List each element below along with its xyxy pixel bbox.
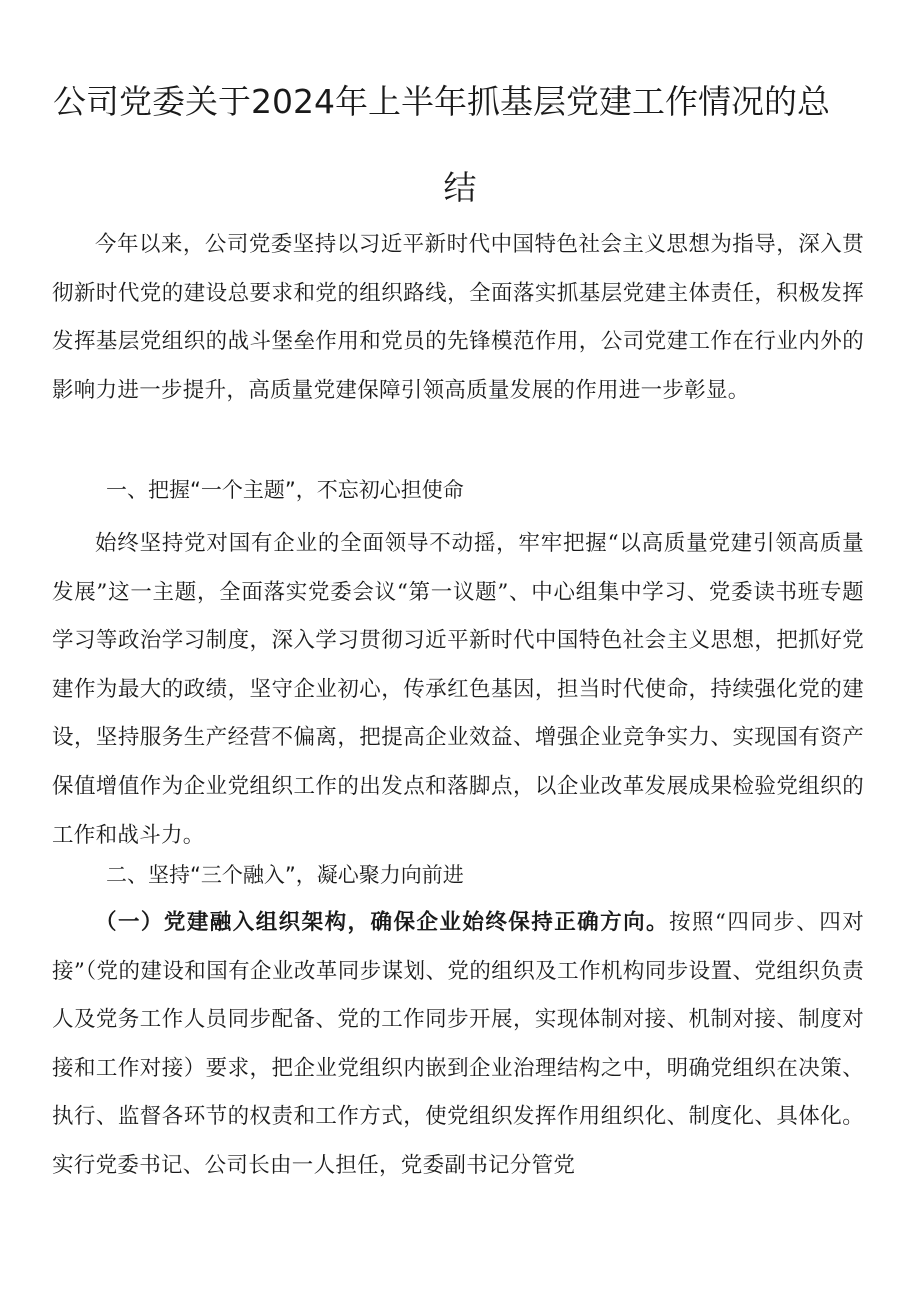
section2-sub1-lead: （一）党建融入组织架构，确保企业始终保持正确方向。 xyxy=(95,910,670,935)
intro-paragraph: 今年以来，公司党委坚持以习近平新时代中国特色社会主义思想为指导，深入贯彻新时代党的建设总要求和党的组织路线，全面落实抓基层党建主体责任，积极发挥发挥基层党组织的战斗堡垒作用和党员的先锋模范作用，公司党建工作在行业内外的影响力进一步提升，高质量党建保障引领高质量发展的作用进一步彰显。 xyxy=(52,232,864,403)
section2-sub1-body: 按照“四同步、四对接”（党的建设和国有企业改革同步谋划、党的组织及工作机构同步设置、党组织负责人及党务工作人员同步配备、党的工作同步开展，实现体制对接、机制对接、制度对接和工作对接）要求，把企业党组织内嵌到企业治理结构之中，明确党组织在决策、执行、监督各环节的权责和工作方式，使党组织发挥作用组织化、制度化、具体化。实行党委书记、公司长由一人担任，党委副书记分管党 xyxy=(52,910,864,1178)
section2-sub1-paragraph xyxy=(52,899,864,1191)
document-title-line2: 结 xyxy=(443,168,477,207)
section1-heading: 一、把握“一个主题”，不忘初心担使命 xyxy=(106,478,464,502)
document-title-line1: 公司党委关于2024年上半年抓基层党建工作情况的总 xyxy=(53,82,830,121)
section1-paragraph: 始终坚持党对国有企业的全面领导不动摇，牢牢把握“以高质量党建引领高质量发展”这一主题，全面落实党委会议“第一议题”、中心组集中学习、党委读书班专题学习等政治学习制度，深入学习贯彻习近平新时代中国特色社会主义思想，把抓好党建作为最大的政绩，坚守企业初心，传承红色基因，担当时代使命，持续强化党的建设，坚持服务生产经营不偏离，把提高企业效益、增强企业竞争实力、实现国有资产保值增值作为企业党组织工作的出发点和落脚点，以企业改革发展成果检验党组织的工作和战斗力。 xyxy=(52,531,864,848)
section2-heading: 二、坚持“三个融入”，凝心聚力向前进 xyxy=(106,863,464,887)
